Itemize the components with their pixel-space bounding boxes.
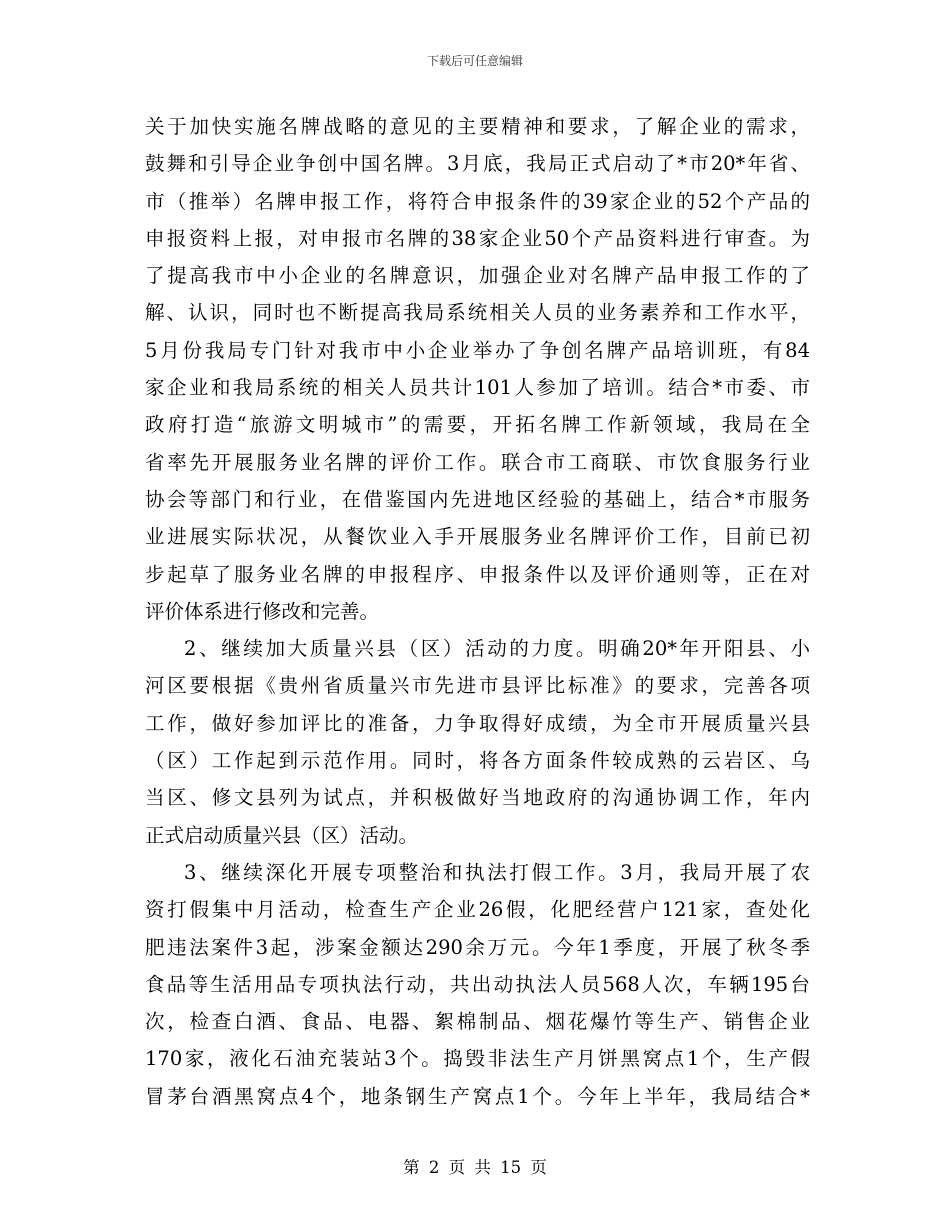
text-line: 肥违法案件3起，涉案金额达290余万元。今年1季度，开展了秋冬季: [145, 935, 810, 959]
text-line: 170家，液化石油充装站3个。捣毁非法生产月饼黑窝点1个，生产假: [145, 1047, 810, 1071]
document-body: [145, 108, 810, 1115]
text-line: 省率先开展服务业名牌的评价工作。联合市工商联、市饮食服务行业: [145, 450, 810, 474]
text-line: 政府打造“旅游文明城市”的需要，开拓名牌工作新领域，我局在全: [145, 413, 810, 437]
text-line: 工作，做好参加评比的准备，力争取得好成绩，为全市开展质量兴县: [145, 711, 810, 735]
text-line: 3、继续深化开展专项整治和执法打假工作。3月，我局开展了农: [184, 860, 810, 884]
text-line: 鼓舞和引导企业争创中国名牌。3月底，我局正式启动了*市20*年省、: [145, 152, 810, 176]
text-line: 资打假集中月活动，检查生产企业26假，化肥经营户121家，查处化: [145, 898, 810, 922]
page-number: 第 2 页 共 15 页: [403, 1158, 547, 1177]
text-line: 市（推举）名牌申报工作，将符合申报条件的39家企业的52个产品的: [145, 189, 810, 213]
text-line: 申报资料上报，对申报市名牌的38家企业50个产品资料进行审查。为: [145, 226, 810, 250]
text-line: 业进展实际状况，从餐饮业入手开展服务业名牌评价工作，目前已初: [145, 525, 810, 549]
paragraph: [145, 854, 810, 1115]
text-line: 步起草了服务业名牌的申报程序、申报条件以及评价通则等，正在对: [145, 562, 810, 586]
text-line: 河区要根据《贵州省质量兴市先进市县评比标准》的要求，完善各项: [145, 674, 810, 698]
text-line: 正式启动质量兴县（区）活动。: [145, 823, 419, 847]
text-line: 关于加快实施名牌战略的意见的主要精神和要求，了解企业的需求，: [145, 115, 810, 138]
text-line: 解、认识，同时也不断提高我局系统相关人员的业务素养和工作水平，: [145, 301, 810, 325]
text-line: 当区、修文县列为试点，并积极做好当地政府的沟通协调工作，年内: [145, 786, 810, 810]
paragraph: [145, 630, 810, 854]
text-line: 协会等部门和行业，在借鉴国内先进地区经验的基础上，结合*市服务: [145, 487, 810, 511]
text-line: （区）工作起到示范作用。同时，将各方面条件较成熟的云岩区、乌: [145, 749, 810, 773]
text-line: 评价体系进行修改和完善。: [145, 599, 380, 623]
text-line: 2、继续加大质量兴县（区）活动的力度。明确20*年开阳县、小: [184, 637, 810, 661]
text-line: 5月份我局专门针对我市中小企业举办了争创名牌产品培训班，有84: [145, 338, 810, 362]
text-line: 次，检查白酒、食品、电器、絮棉制品、烟花爆竹等生产、销售企业: [145, 1010, 810, 1034]
text-line: 家企业和我局系统的相关人员共计101人参加了培训。结合*市委、市: [145, 376, 810, 400]
text-line: 食品等生活用品专项执法行动，共出动执法人员568人次，车辆195台: [145, 972, 810, 996]
page-header: 下载后可任意编辑: [426, 54, 523, 68]
text-line: 冒茅台酒黑窝点4个，地条钢生产窝点1个。今年上半年，我局结合*: [145, 1084, 810, 1108]
text-line: 了提高我市中小企业的名牌意识，加强企业对名牌产品申报工作的了: [145, 264, 810, 288]
paragraph: [145, 108, 810, 630]
